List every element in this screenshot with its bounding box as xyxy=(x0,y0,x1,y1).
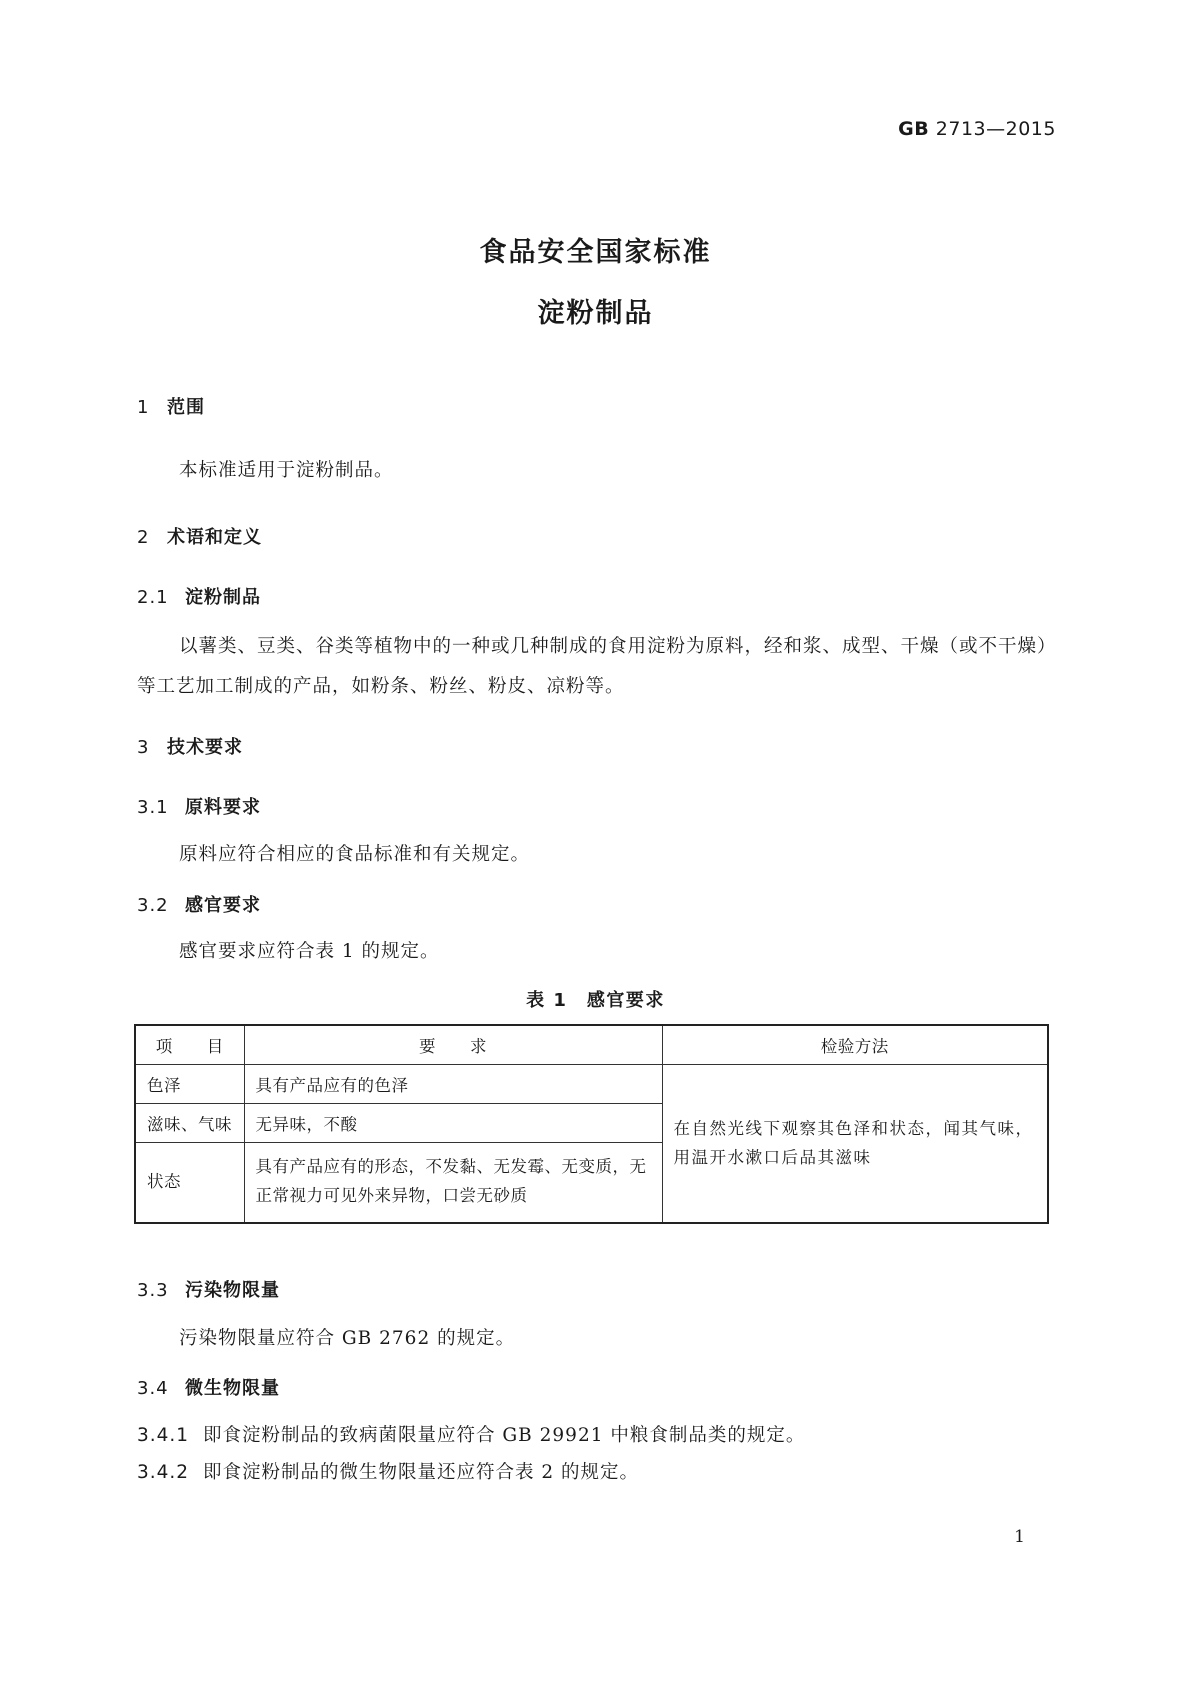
clause-text: 即食淀粉制品的微生物限量还应符合表 2 的规定。 xyxy=(203,1462,640,1483)
section-title: 微生物限量 xyxy=(185,1378,280,1399)
standard-number: 2713—2015 xyxy=(935,118,1056,140)
section-3-1-text: 原料应符合相应的食品标准和有关规定。 xyxy=(179,844,531,865)
section-2-1-text-line1: 以薯类、豆类、谷类等植物中的一种或几种制成的食用淀粉为原料，经和浆、成型、干燥（或不干燥） xyxy=(179,636,1057,657)
cell-requirement: 具有产品应有的色泽 xyxy=(244,1065,662,1104)
cell-item: 色泽 xyxy=(135,1065,244,1104)
table-header-row xyxy=(135,1025,1048,1065)
section-number: 3.4.1 xyxy=(137,1425,190,1446)
header-requirement: 要 求 xyxy=(244,1025,662,1065)
standard-code xyxy=(898,118,1056,140)
section-3-3-text: 污染物限量应符合 GB 2762 的规定。 xyxy=(179,1328,516,1349)
section-3-4-2-text xyxy=(137,1458,639,1484)
cell-requirement: 具有产品应有的形态，不发黏、无发霉、无变质，无正常视力可见外来异物，口尝无砂质 xyxy=(244,1143,662,1223)
section-number: 3.4.2 xyxy=(137,1462,190,1483)
section-3-2-heading xyxy=(137,891,261,917)
section-1-heading xyxy=(137,393,205,419)
section-2-1-text-line2: 等工艺加工制成的产品，如粉条、粉丝、粉皮、凉粉等。 xyxy=(137,676,625,697)
section-3-heading xyxy=(137,733,243,759)
table-1-caption: 表 1 感官要求 xyxy=(526,990,665,1011)
section-number: 3.4 xyxy=(137,1378,169,1399)
section-title: 污染物限量 xyxy=(185,1280,280,1301)
section-3-1-heading xyxy=(137,793,261,819)
cell-item: 状态 xyxy=(135,1143,244,1223)
cell-requirement: 无异味，不酸 xyxy=(244,1104,662,1143)
section-number: 3.1 xyxy=(137,797,169,818)
clause-text: 即食淀粉制品的致病菌限量应符合 GB 29921 中粮食制品类的规定。 xyxy=(203,1425,806,1446)
section-title: 范围 xyxy=(167,397,205,418)
section-3-3-heading xyxy=(137,1276,280,1302)
section-number: 2 xyxy=(137,527,150,548)
section-title: 淀粉制品 xyxy=(185,587,261,608)
document-subtitle: 淀粉制品 xyxy=(537,298,654,329)
section-title: 原料要求 xyxy=(185,797,261,818)
section-3-4-1-text xyxy=(137,1421,805,1447)
table-row xyxy=(135,1065,1048,1104)
section-3-4-heading xyxy=(137,1374,280,1400)
header-item: 项 目 xyxy=(135,1025,244,1065)
cell-item: 滋味、气味 xyxy=(135,1104,244,1143)
section-number: 3.2 xyxy=(137,895,169,916)
section-number: 3.3 xyxy=(137,1280,169,1301)
section-number: 3 xyxy=(137,737,150,758)
page-number: 1 xyxy=(1014,1527,1025,1547)
section-number: 1 xyxy=(137,397,150,418)
sensory-requirements-table xyxy=(134,1024,1049,1224)
section-1-text: 本标准适用于淀粉制品。 xyxy=(179,460,394,481)
section-title: 术语和定义 xyxy=(167,527,262,548)
section-2-heading xyxy=(137,523,262,549)
section-title: 感官要求 xyxy=(185,895,261,916)
document-title: 食品安全国家标准 xyxy=(479,237,712,268)
section-number: 2.1 xyxy=(137,587,169,608)
section-title: 技术要求 xyxy=(167,737,243,758)
header-method: 检验方法 xyxy=(662,1025,1048,1065)
section-2-1-heading xyxy=(137,583,261,609)
section-3-2-text: 感官要求应符合表 1 的规定。 xyxy=(179,941,440,962)
standard-prefix: GB xyxy=(898,118,930,140)
cell-method: 在自然光线下观察其色泽和状态，闻其气味，用温开水漱口后品其滋味 xyxy=(662,1065,1048,1223)
